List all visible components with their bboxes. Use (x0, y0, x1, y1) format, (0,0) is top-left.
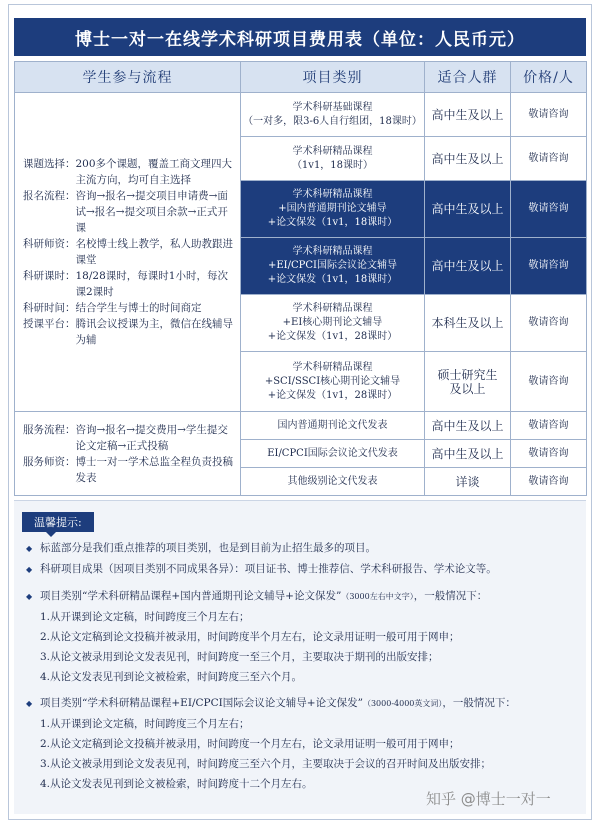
audience-cell (425, 137, 511, 181)
intro-pre: 项目类别“学术科研精品课程+国内普通期刊论文辅导+论文保发” (40, 590, 342, 602)
price-cell (511, 440, 587, 468)
flow-cell-publish (15, 412, 241, 496)
tip-step: 3.从论文被录用到论文发表见刊，时间跨度三至六个月，主要取决于会议的召开时间及出版安排； (40, 758, 492, 770)
tip-note (26, 559, 578, 580)
tip-step: 3.从论文被录用到论文发表见刊，时间跨度一至三个月，主要取决于期刊的出版安排； (40, 651, 439, 663)
flow-label: 服务师资： (23, 455, 76, 468)
header-price: 价格/人 (511, 62, 587, 93)
flow-text: 腾讯会议授课为主，微信在线辅导为辅 (75, 318, 233, 346)
tips-heading (22, 512, 94, 532)
audience-cell (425, 412, 511, 440)
tip-step: 1.从开课到论文定稿，时间跨度三个月左右； (40, 611, 250, 623)
price-cell (511, 295, 587, 352)
flow-label: 科研时间： (23, 302, 76, 314)
type-cell (241, 137, 425, 181)
flow-label: 报名流程： (23, 190, 76, 202)
watermark: 知乎 @博士一对一 (426, 790, 551, 808)
price-cell (511, 181, 587, 238)
audience-line: 本科生及以上 (431, 316, 504, 330)
flow-text: 咨询→报名→提交项目申请费→面试→报名→提交项目余款→正式开课 (75, 190, 228, 234)
flow-text: 200多个课题，覆盖工商文理四大主流方向，均可自主选择 (75, 158, 233, 186)
intro-small: （3000左右中文字） (341, 592, 414, 601)
table-row (15, 412, 587, 440)
flow-label: 科研师资： (23, 238, 76, 250)
price-value: 敬请咨询 (528, 447, 569, 459)
price-cell (511, 468, 587, 496)
price-value: 敬请咨询 (528, 203, 569, 214)
tip-note (26, 538, 578, 559)
diamond-bullet-icon: ◆ (26, 592, 33, 601)
type-line: 学术科研基础课程 (292, 101, 373, 113)
flow-line (23, 156, 236, 188)
flow-label: 科研课时： (23, 270, 76, 282)
flow-text: 结合学生与博士的时间商定 (75, 302, 202, 314)
tip-step: 1.从开课到论文定稿，时间跨度三个月左右； (40, 718, 250, 730)
type-line: +论文保发（1v1，18课时） (267, 274, 398, 285)
flow-text: 名校博士线上教学，私人助教跟进课堂 (75, 238, 233, 266)
flow-line (23, 188, 236, 236)
type-line: +EI核心期刊论文辅导 (282, 317, 383, 328)
header-flow: 学生参与流程 (15, 62, 241, 93)
type-cell (241, 181, 425, 238)
table-header-row (15, 62, 587, 93)
audience-line: 硕士研究生 (437, 367, 498, 382)
diamond-bullet-icon: ◆ (26, 544, 33, 553)
price-cell (511, 93, 587, 137)
price-value: 敬请咨询 (528, 108, 569, 120)
tips-content (26, 538, 578, 794)
flow-line (23, 422, 236, 454)
audience-line: 高中生及以上 (431, 418, 504, 433)
tip-note-text: 标蓝部分是我们重点推荐的项目类别，也是到目前为止招生最多的项目。 (40, 542, 376, 554)
intro-pre: 项目类别“学术科研精品课程+EI/CPCI国际会议论文辅导+论文保发” (40, 697, 363, 709)
audience-cell (425, 238, 511, 295)
audience-cell (425, 181, 511, 238)
flow-line (23, 454, 236, 486)
flow-line (23, 268, 236, 300)
type-cell (241, 468, 425, 496)
intro-small: （3000-4000英文词） (362, 699, 443, 708)
tip-item-intro (26, 693, 578, 714)
price-value: 敬请咨询 (528, 317, 569, 328)
diamond-bullet-icon: ◆ (26, 565, 33, 574)
tip-item-intro-text (40, 586, 487, 607)
audience-cell (425, 352, 511, 412)
type-line: 学术科研精品课程 (292, 189, 373, 200)
audience-line: 高中生及以上 (431, 202, 504, 216)
page-title-text: 博士一对一在线学术科研项目费用表（单位：人民币元） (75, 29, 525, 50)
audience-cell (425, 440, 511, 468)
type-cell (241, 238, 425, 295)
flow-label: 授课平台： (23, 318, 76, 330)
type-line: （1v1，18课时） (291, 159, 374, 171)
tip-item-intro (26, 586, 578, 607)
price-cell (511, 238, 587, 295)
flow-line (23, 316, 236, 348)
flow-line (23, 300, 236, 316)
page-title (14, 18, 586, 56)
type-line: 学术科研精品课程 (292, 361, 373, 373)
tip-note-text: 科研项目成果（因项目类别不同成果各异）：项目证书、博士推荐信、学术科研报告、学术论文等。 (40, 563, 497, 575)
type-line: （一对多，限3-6人自行组团，18课时） (243, 115, 422, 127)
audience-line: 高中生及以上 (431, 446, 504, 461)
type-line: +论文保发（1v1，28课时） (267, 331, 398, 342)
audience-line: 详谈 (455, 474, 480, 489)
type-cell (241, 93, 425, 137)
type-line: +EI/CPCI国际会议论文辅导 (268, 260, 397, 271)
price-cell (511, 352, 587, 412)
audience-line: 高中生及以上 (431, 107, 504, 122)
header-audience: 适合人群 (425, 62, 511, 93)
flow-cell-study (15, 93, 241, 412)
tip-step: 2.从论文定稿到论文投稿并被录用，时间跨度一个月左右，论文录用证明一般可用于网申； (40, 738, 460, 750)
tips-heading-text: 温馨提示: (34, 516, 82, 529)
type-cell (241, 440, 425, 468)
type-cell (241, 352, 425, 412)
audience-line: 高中生及以上 (431, 259, 504, 273)
table-row (15, 93, 587, 137)
tip-step: 4.从论文发表见刊到论文被检索，时间跨度三至六个月。 (40, 671, 303, 683)
intro-post: ，一般情况下： (413, 590, 488, 602)
flow-line (23, 236, 236, 268)
price-value: 敬请咨询 (528, 260, 569, 271)
fee-table (14, 61, 587, 496)
tip-item-intro-text (40, 693, 516, 714)
type-line: EI/CPCI国际会议论文代发表 (267, 447, 398, 459)
flow-text: 博士一对一学术总监全程负责投稿发表 (75, 455, 233, 484)
header-type: 项目类别 (241, 62, 425, 93)
audience-cell (425, 295, 511, 352)
type-line: +国内普通期刊论文辅导 (278, 203, 387, 214)
type-line: 学术科研精品课程 (292, 145, 373, 157)
price-value: 敬请咨询 (528, 419, 569, 431)
audience-line: 及以上 (449, 381, 486, 396)
price-cell (511, 412, 587, 440)
flow-text: 18/28课时，每课时1小时，每次课2课时 (75, 270, 228, 298)
audience-line: 高中生及以上 (431, 151, 504, 166)
type-line: 其他级别论文代发表 (287, 475, 378, 487)
type-line: 学术科研精品课程 (292, 246, 373, 257)
type-line: +论文保发（1v1，28课时） (267, 389, 398, 401)
audience-cell (425, 468, 511, 496)
type-line: 学术科研精品课程 (292, 303, 373, 314)
flow-label: 服务流程： (23, 423, 76, 436)
intro-post: ，一般情况下： (442, 697, 516, 709)
tip-step: 2.从论文定稿到论文投稿并被录用，时间跨度半个月左右，论文录用证明一般可用于网申； (40, 631, 460, 643)
price-value: 敬请咨询 (528, 152, 569, 164)
diamond-bullet-icon: ◆ (26, 699, 33, 708)
flow-label: 课题选择： (23, 158, 76, 170)
type-line: +论文保发（1v1，18课时） (267, 217, 398, 228)
type-cell (241, 412, 425, 440)
flow-text: 咨询→报名→提交费用→学生提交论文定稿→正式投稿 (75, 423, 228, 452)
tip-step: 4.从论文发表见刊到论文被检索，时间跨度十二个月左右。 (40, 778, 313, 790)
price-value: 敬请咨询 (528, 375, 569, 387)
audience-cell (425, 93, 511, 137)
price-value: 敬请咨询 (528, 475, 569, 487)
type-line: 国内普通期刊论文代发表 (277, 419, 388, 431)
type-cell (241, 295, 425, 352)
price-cell (511, 137, 587, 181)
type-line: +SCI/SSCI核心期刊论文辅导 (264, 375, 401, 387)
